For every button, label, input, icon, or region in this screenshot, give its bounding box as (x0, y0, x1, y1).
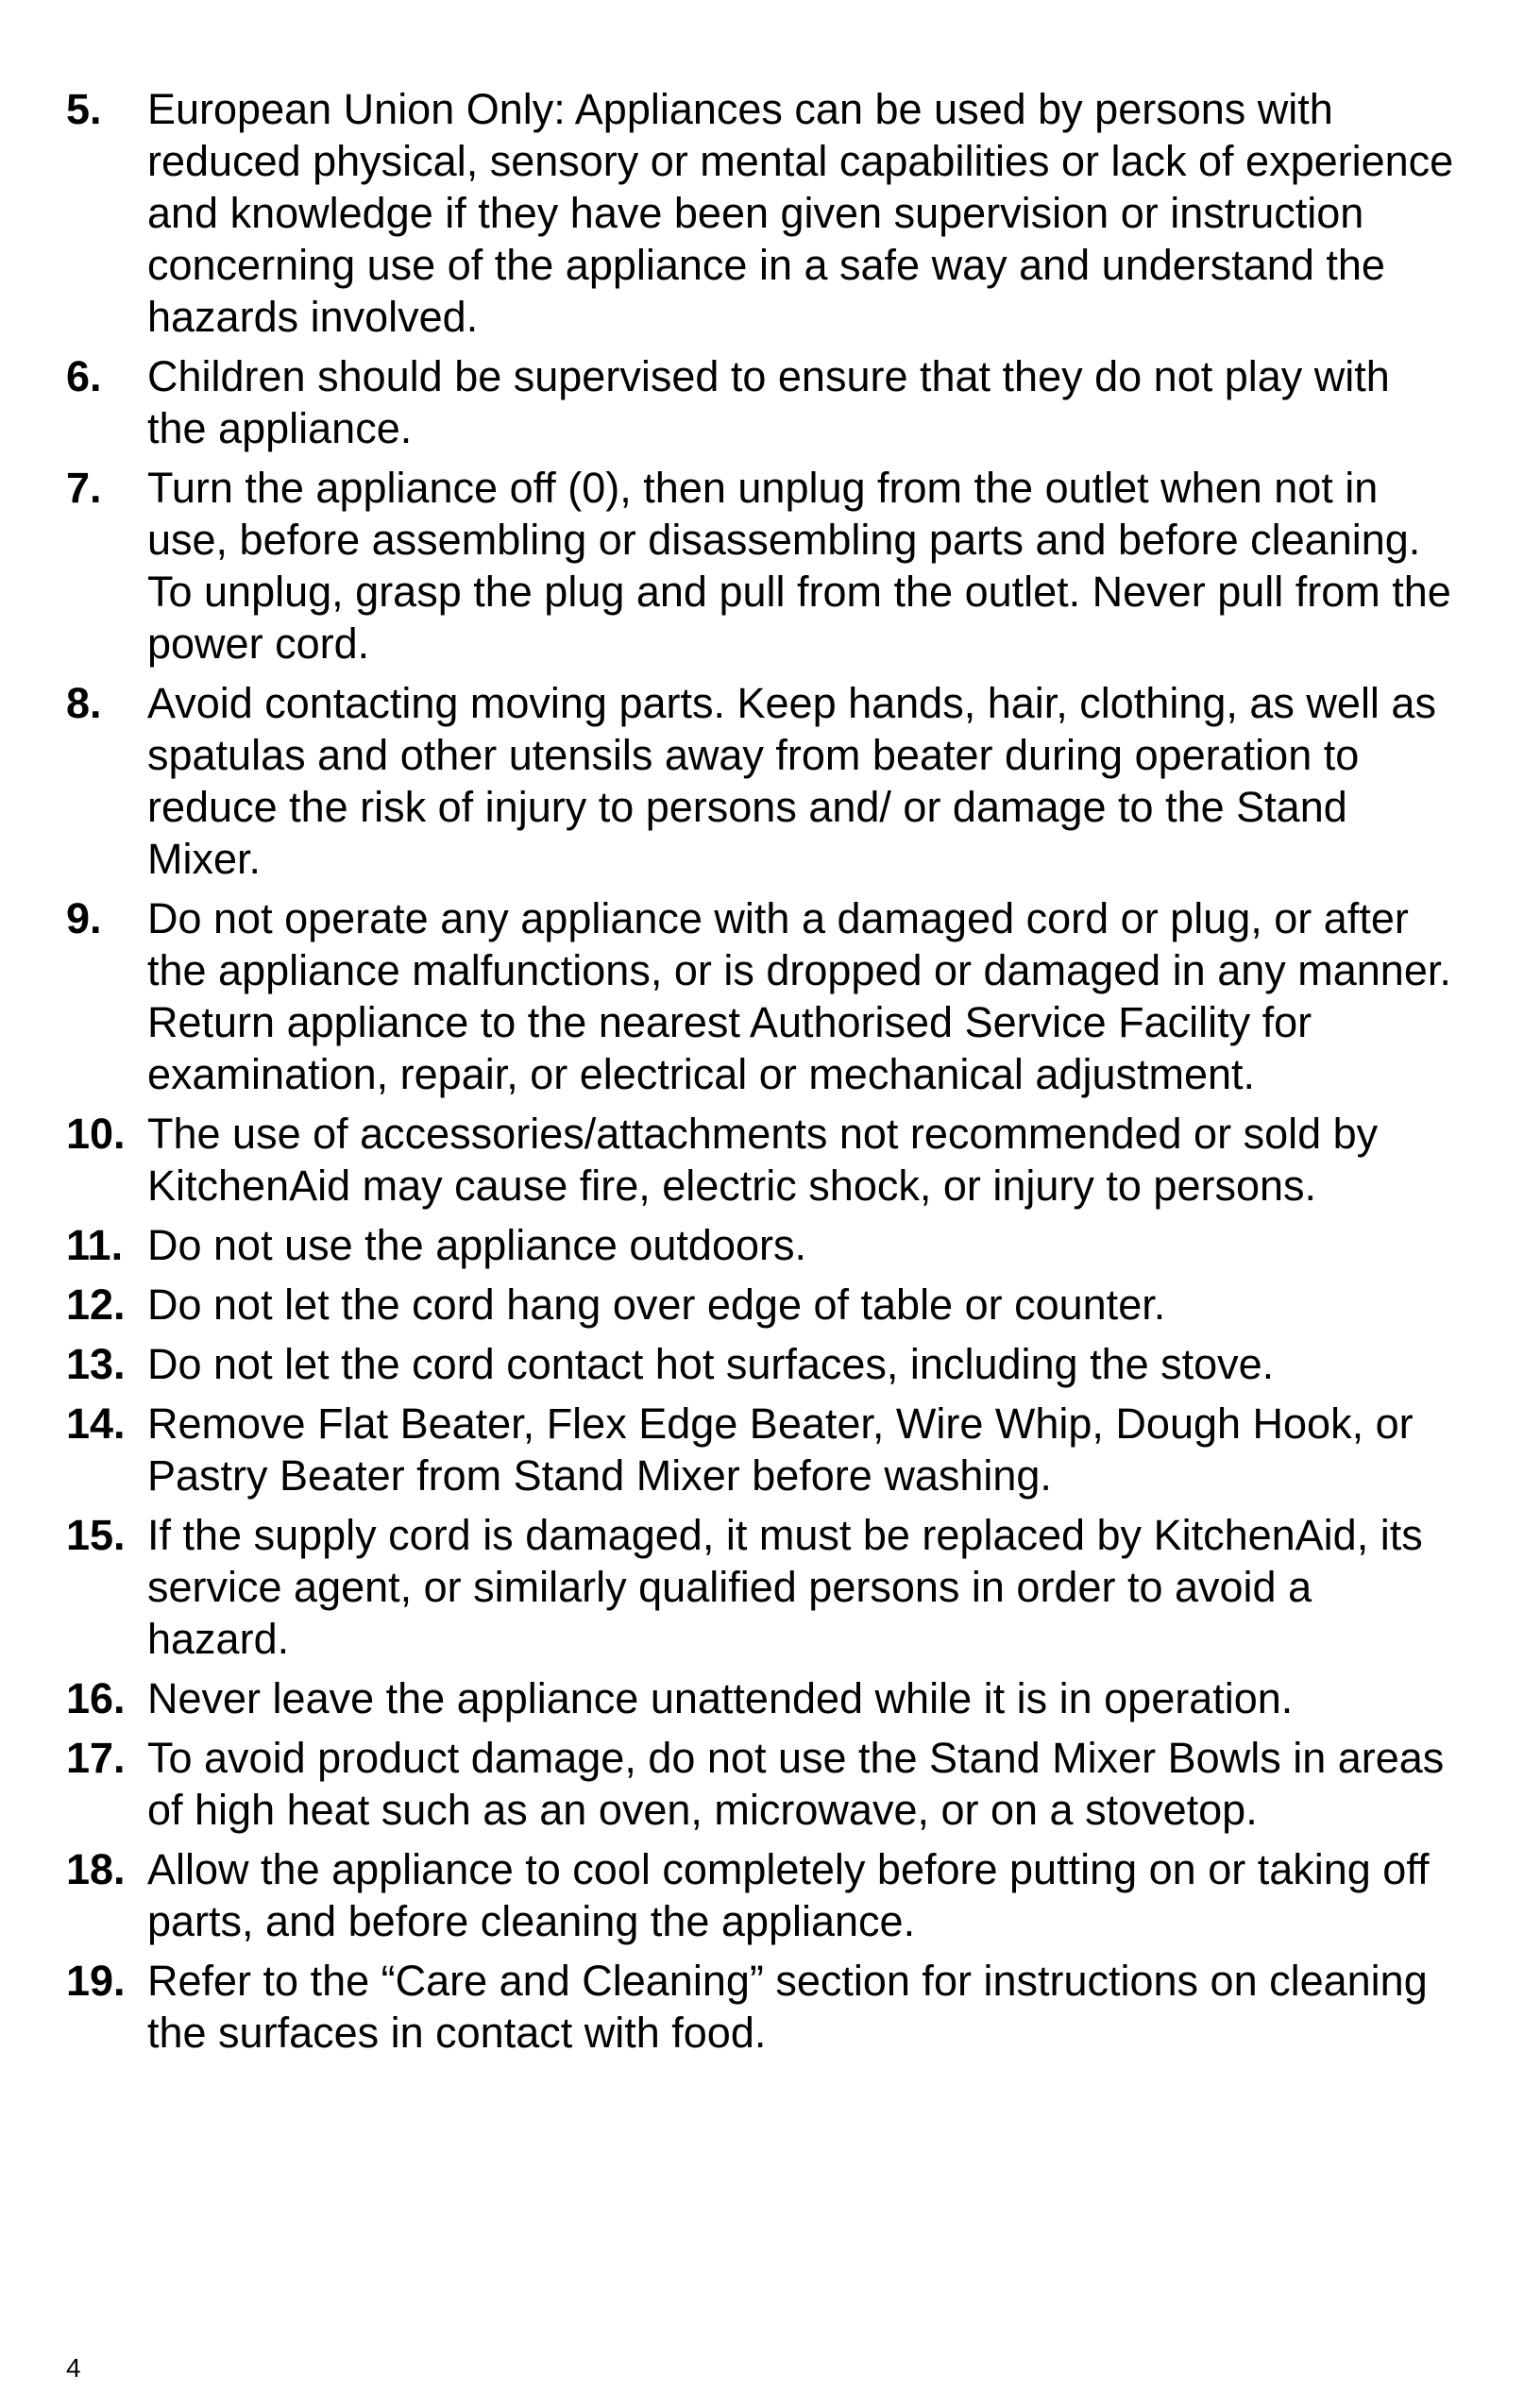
item-number: 12. (66, 1280, 126, 1329)
item-text: Never leave the appliance unattended while it is in operation. (147, 1674, 1294, 1722)
item-text: Turn the appliance off (0), then unplug from the outlet when not in use, before assembling or disassembling parts and before cleaning. To unplug, grasp the plug and pull from the outlet. Never pull from the power cord. (147, 464, 1451, 668)
list-item (66, 462, 1454, 670)
safety-instructions (66, 83, 1454, 2066)
item-number: 14. (66, 1399, 126, 1448)
item-text: Avoid contacting moving parts. Keep hands, hair, clothing, as well as spatulas and other utensils away from beater during operation to reduce the risk of injury to persons and/ or damage to the Stand Mixer. (147, 679, 1436, 883)
list-item (66, 1843, 1454, 1947)
item-number: 10. (66, 1110, 126, 1158)
page-number: 4 (66, 2353, 81, 2383)
item-text: Children should be supervised to ensure that they do not play with the appliance. (147, 352, 1390, 452)
instruction-list (66, 83, 1454, 2059)
item-text: European Union Only: Appliances can be used by persons with reduced physical, sensory or mental capabilities or lack of experience and knowledge if they have been given supervision or instruction concerning use of the appliance in a safe way and understand the hazards involved. (147, 85, 1454, 341)
list-item (66, 892, 1454, 1100)
item-number: 9. (66, 894, 102, 942)
list-item (66, 1732, 1454, 1836)
item-number: 19. (66, 1957, 126, 2005)
item-text: The use of accessories/attachments not recommended or sold by KitchenAid may cause fire, electric shock, or injury to persons. (147, 1110, 1379, 1210)
item-text: Do not let the cord hang over edge of table or counter. (147, 1280, 1166, 1329)
list-item (66, 1672, 1454, 1724)
list-item (66, 1398, 1454, 1501)
list-item (66, 1219, 1454, 1271)
item-text: If the supply cord is damaged, it must be replaced by KitchenAid, its service agent, or similarly qualified persons in order to avoid a hazard. (147, 1511, 1423, 1663)
item-number: 7. (66, 464, 102, 512)
item-text: Do not let the cord contact hot surfaces, including the stove. (147, 1340, 1275, 1388)
list-item (66, 1108, 1454, 1212)
item-number: 15. (66, 1511, 126, 1559)
list-item (66, 350, 1454, 454)
item-number: 18. (66, 1845, 126, 1893)
item-text: To avoid product damage, do not use the Stand Mixer Bowls in areas of high heat such as an oven, microwave, or on a stovetop. (147, 1734, 1445, 1834)
list-item (66, 677, 1454, 885)
list-item (66, 83, 1454, 343)
item-number: 5. (66, 85, 102, 133)
item-number: 13. (66, 1340, 126, 1388)
item-number: 16. (66, 1674, 126, 1722)
item-number: 11. (66, 1221, 124, 1269)
item-text: Refer to the “Care and Cleaning” section for instructions on cleaning the surfaces in contact with food. (147, 1957, 1428, 2057)
item-number: 8. (66, 679, 102, 727)
list-item (66, 1279, 1454, 1331)
list-item (66, 1338, 1454, 1390)
item-text: Do not operate any appliance with a damaged cord or plug, or after the appliance malfunctions, or is dropped or damaged in any manner. Return appliance to the nearest Authorised Service Facility for examination, repair, or electrical or mechanical adjustment. (147, 894, 1451, 1098)
item-text: Allow the appliance to cool completely before putting on or taking off parts, and before cleaning the appliance. (147, 1845, 1430, 1945)
item-number: 17. (66, 1734, 126, 1782)
item-text: Do not use the appliance outdoors. (147, 1221, 806, 1269)
list-item (66, 1955, 1454, 2059)
item-number: 6. (66, 352, 102, 400)
list-item (66, 1509, 1454, 1665)
item-text: Remove Flat Beater, Flex Edge Beater, Wire Whip, Dough Hook, or Pastry Beater from Stand Mixer before washing. (147, 1399, 1414, 1500)
